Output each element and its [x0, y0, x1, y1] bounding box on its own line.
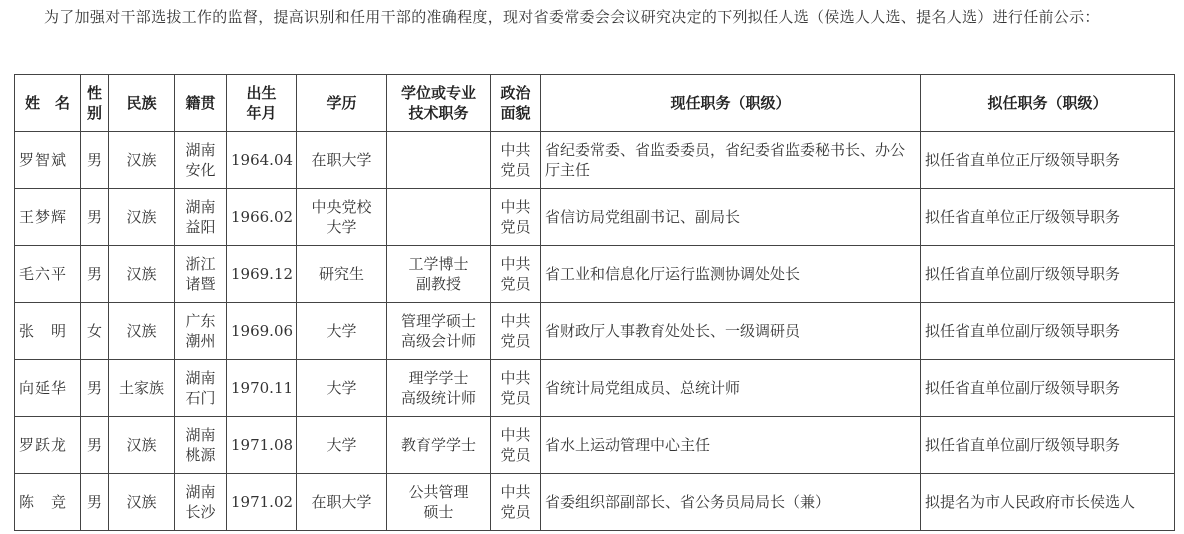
cell-gender: 男	[81, 189, 109, 246]
cell-name: 张 明	[15, 303, 81, 360]
cell-political-status: 中共 党员	[491, 360, 541, 417]
table-row	[15, 417, 1175, 474]
cell-name: 罗跃龙	[15, 417, 81, 474]
cell-degree: 公共管理 硕士	[387, 474, 491, 531]
cell-current-position: 省财政厅人事教育处处长、一级调研员	[541, 303, 921, 360]
cell-native-place: 湖南 桃源	[175, 417, 227, 474]
cell-name: 王梦辉	[15, 189, 81, 246]
header-political-status: 政治 面貌	[491, 75, 541, 132]
cell-native-place: 湖南 石门	[175, 360, 227, 417]
table-row	[15, 246, 1175, 303]
cell-education: 在职大学	[297, 132, 387, 189]
cell-birth: 1966.02	[227, 189, 297, 246]
cell-native-place: 浙江 诸暨	[175, 246, 227, 303]
header-name: 姓 名	[15, 75, 81, 132]
cell-current-position: 省水上运动管理中心主任	[541, 417, 921, 474]
cell-current-position: 省统计局党组成员、总统计师	[541, 360, 921, 417]
table-row	[15, 132, 1175, 189]
cell-education: 大学	[297, 303, 387, 360]
cell-proposed-position: 拟任省直单位正厅级领导职务	[921, 189, 1175, 246]
cell-degree	[387, 189, 491, 246]
cell-ethnicity: 土家族	[109, 360, 175, 417]
cell-name: 毛六平	[15, 246, 81, 303]
cell-name: 向延华	[15, 360, 81, 417]
cell-ethnicity: 汉族	[109, 189, 175, 246]
cell-education: 中央党校 大学	[297, 189, 387, 246]
cell-current-position: 省信访局党组副书记、副局长	[541, 189, 921, 246]
header-education: 学历	[297, 75, 387, 132]
cell-ethnicity: 汉族	[109, 417, 175, 474]
cell-native-place: 湖南 长沙	[175, 474, 227, 531]
cell-birth: 1969.06	[227, 303, 297, 360]
cell-name: 罗智斌	[15, 132, 81, 189]
cell-ethnicity: 汉族	[109, 246, 175, 303]
header-native-place: 籍贯	[175, 75, 227, 132]
cell-degree	[387, 132, 491, 189]
cell-political-status: 中共 党员	[491, 246, 541, 303]
cell-gender: 男	[81, 360, 109, 417]
cell-current-position: 省纪委常委、省监委委员，省纪委省监委秘书长、办公厅主任	[541, 132, 921, 189]
header-row	[15, 75, 1175, 132]
cell-political-status: 中共 党员	[491, 303, 541, 360]
header-degree: 学位或专业 技术职务	[387, 75, 491, 132]
header-current-position: 现任职务（职级）	[541, 75, 921, 132]
cell-ethnicity: 汉族	[109, 132, 175, 189]
header-gender: 性 别	[81, 75, 109, 132]
cell-name: 陈 竞	[15, 474, 81, 531]
cell-gender: 男	[81, 246, 109, 303]
cell-birth: 1971.08	[227, 417, 297, 474]
table-row	[15, 360, 1175, 417]
cell-proposed-position: 拟任省直单位副厅级领导职务	[921, 417, 1175, 474]
cell-education: 大学	[297, 360, 387, 417]
cell-proposed-position: 拟任省直单位副厅级领导职务	[921, 303, 1175, 360]
header-ethnicity: 民族	[109, 75, 175, 132]
cell-political-status: 中共 党员	[491, 189, 541, 246]
cell-birth: 1970.11	[227, 360, 297, 417]
cell-political-status: 中共 党员	[491, 417, 541, 474]
cell-proposed-position: 拟提名为市人民政府市长侯选人	[921, 474, 1175, 531]
cell-current-position: 省委组织部副部长、省公务员局局长（兼）	[541, 474, 921, 531]
cell-political-status: 中共 党员	[491, 132, 541, 189]
header-birth: 出生 年月	[227, 75, 297, 132]
cell-current-position: 省工业和信息化厅运行监测协调处处长	[541, 246, 921, 303]
cell-degree: 管理学硕士 高级会计师	[387, 303, 491, 360]
cell-gender: 女	[81, 303, 109, 360]
cell-birth: 1964.04	[227, 132, 297, 189]
cell-proposed-position: 拟任省直单位正厅级领导职务	[921, 132, 1175, 189]
cell-birth: 1971.02	[227, 474, 297, 531]
cell-birth: 1969.12	[227, 246, 297, 303]
cell-native-place: 湖南 益阳	[175, 189, 227, 246]
cell-proposed-position: 拟任省直单位副厅级领导职务	[921, 360, 1175, 417]
candidate-table	[14, 74, 1175, 531]
cell-degree: 工学博士 副教授	[387, 246, 491, 303]
table-row	[15, 303, 1175, 360]
cell-proposed-position: 拟任省直单位副厅级领导职务	[921, 246, 1175, 303]
cell-degree: 教育学学士	[387, 417, 491, 474]
cell-gender: 男	[81, 132, 109, 189]
intro-paragraph: 为了加强对干部选拔工作的监督，提高识别和任用干部的准确程度，现对省委常委会会议研究决定的下列拟任人选（侯选人人选、提名人选）进行任前公示：	[44, 8, 1100, 26]
table-row	[15, 474, 1175, 531]
cell-gender: 男	[81, 474, 109, 531]
cell-degree: 理学学士 高级统计师	[387, 360, 491, 417]
cell-native-place: 广东 潮州	[175, 303, 227, 360]
header-proposed-position: 拟任职务（职级）	[921, 75, 1175, 132]
table-row	[15, 189, 1175, 246]
cell-ethnicity: 汉族	[109, 303, 175, 360]
cell-gender: 男	[81, 417, 109, 474]
cell-ethnicity: 汉族	[109, 474, 175, 531]
cell-native-place: 湖南 安化	[175, 132, 227, 189]
cell-education: 研究生	[297, 246, 387, 303]
cell-education: 在职大学	[297, 474, 387, 531]
cell-education: 大学	[297, 417, 387, 474]
cell-political-status: 中共 党员	[491, 474, 541, 531]
